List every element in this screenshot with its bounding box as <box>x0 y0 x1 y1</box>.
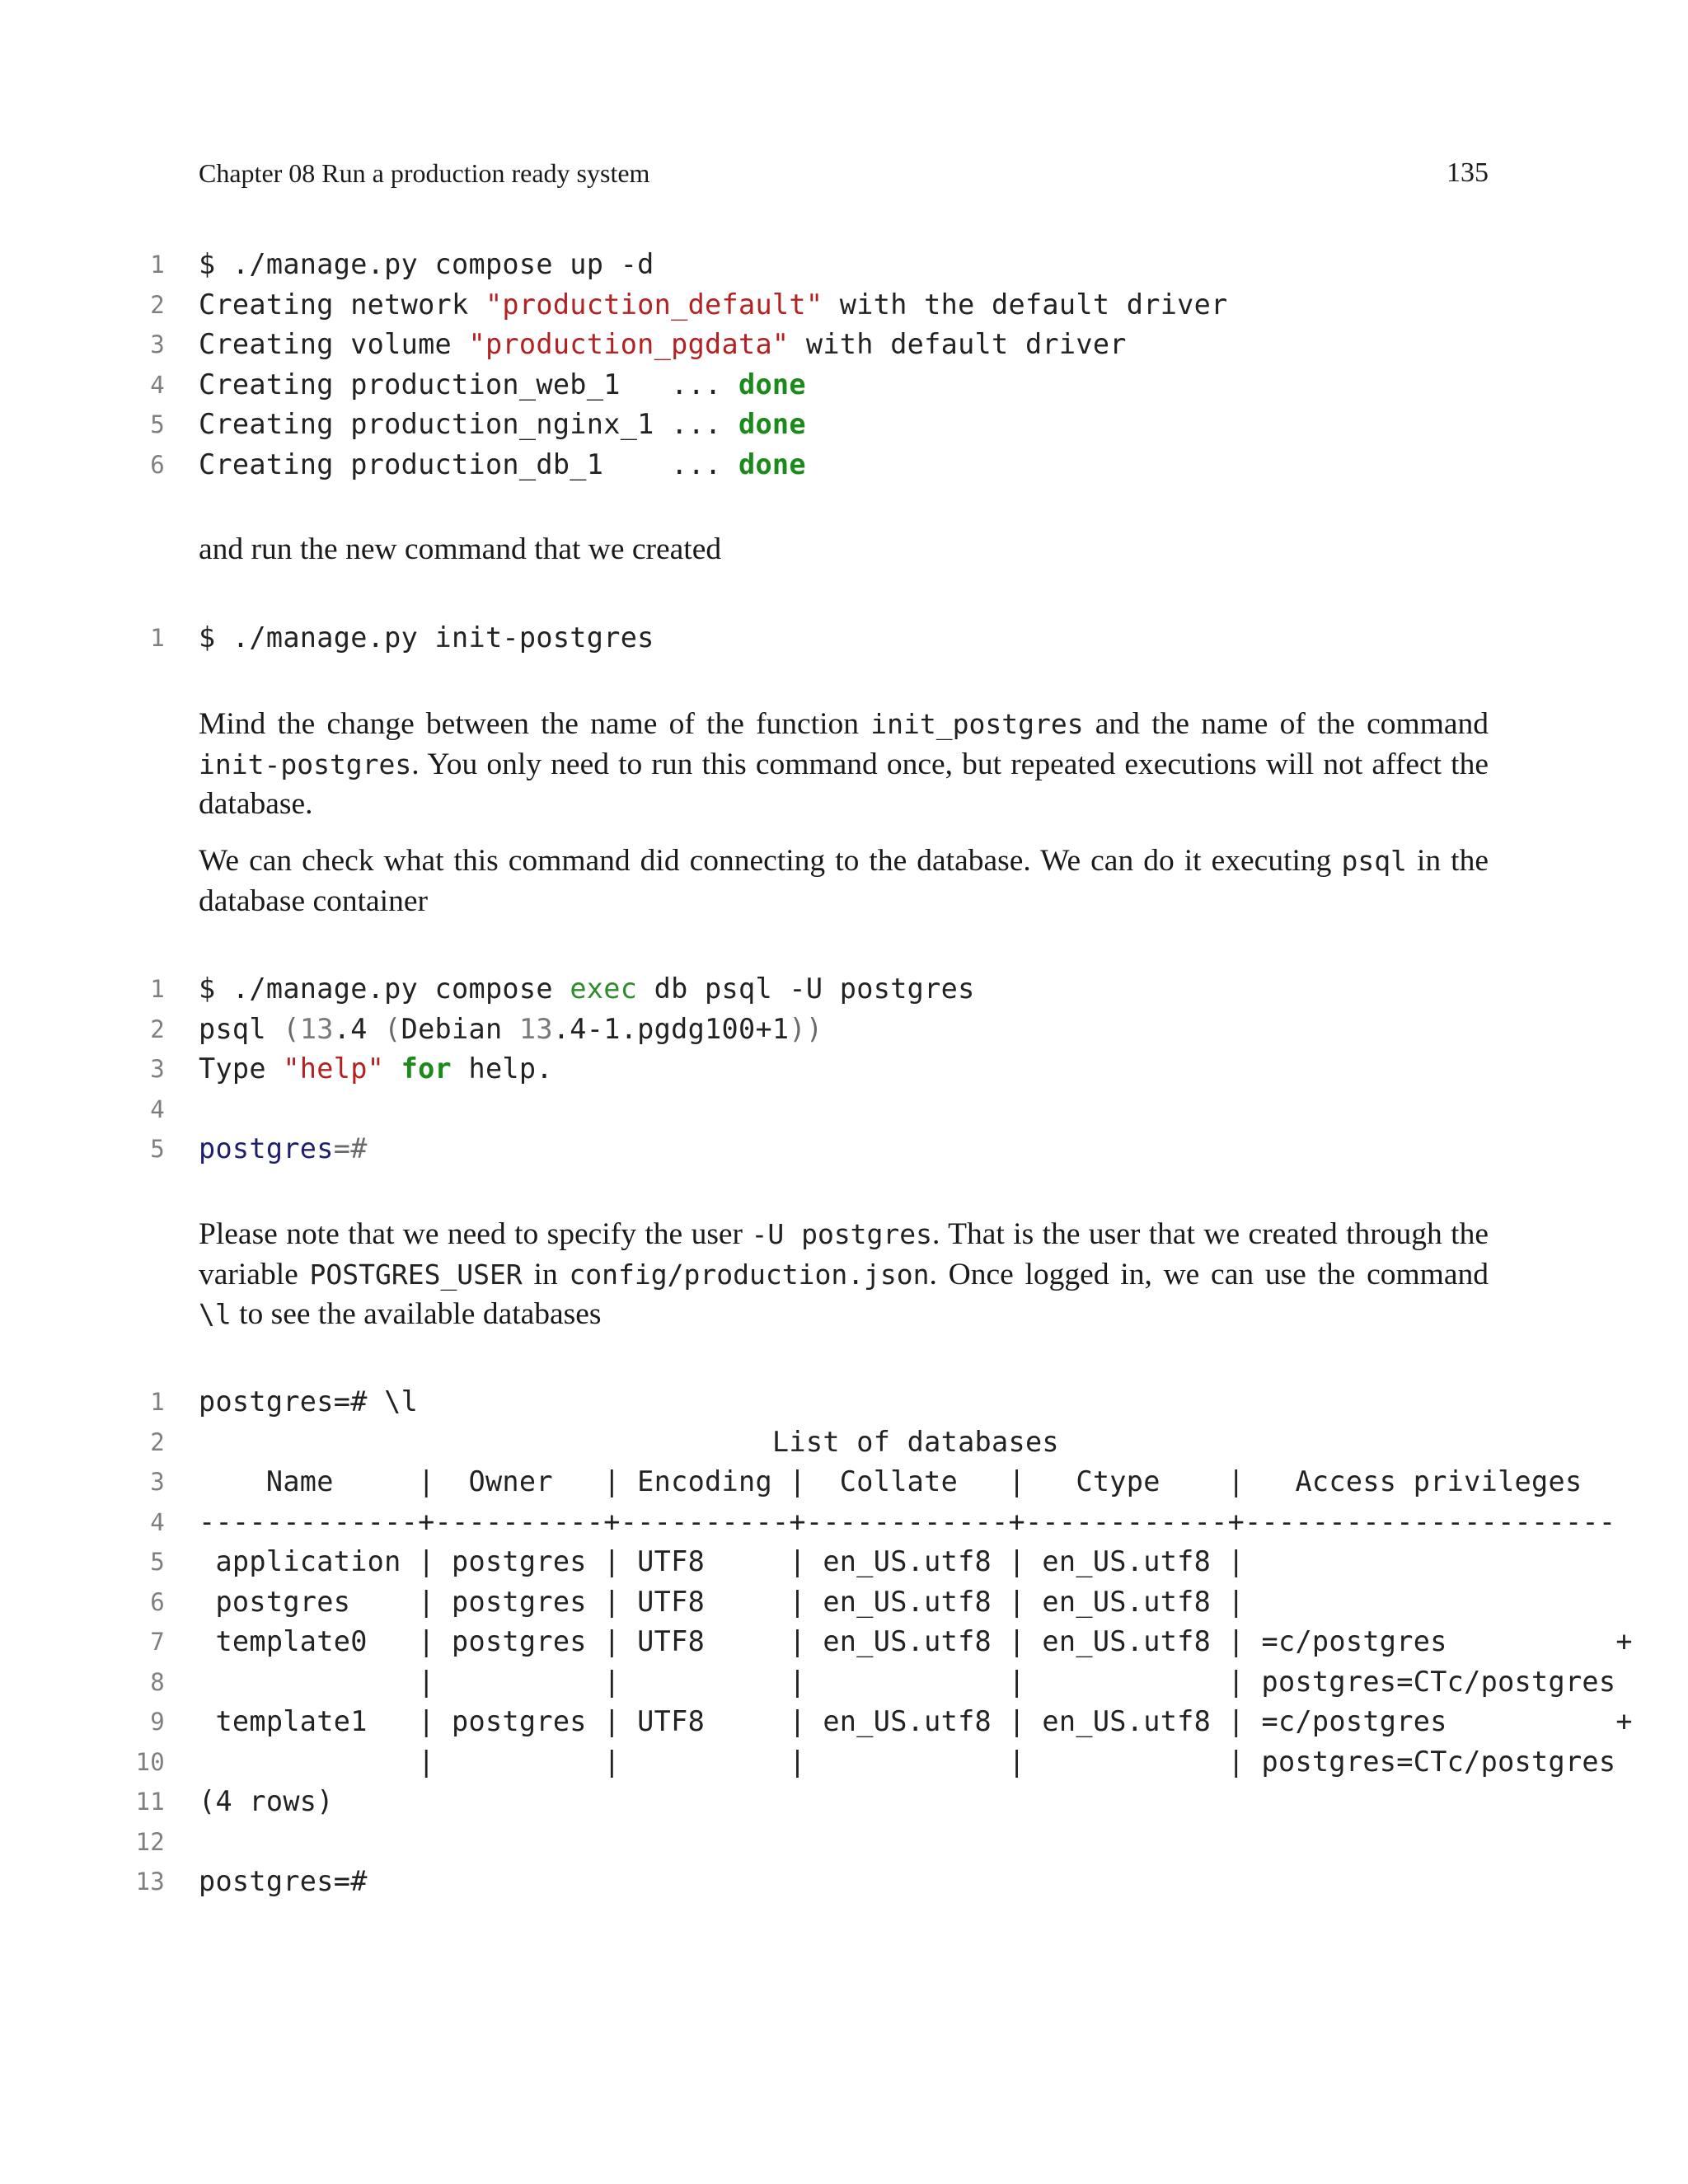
line-number: 3 <box>150 330 165 359</box>
code-token: .4 <box>333 1012 385 1045</box>
line-number: 10 <box>135 1747 165 1776</box>
line-number: 6 <box>150 1587 165 1616</box>
code-text <box>199 245 654 285</box>
code-token: =# <box>333 1132 368 1165</box>
code-text <box>199 1542 1245 1582</box>
code-text <box>199 405 806 445</box>
line-number: 9 <box>150 1708 165 1736</box>
code-token: psql <box>199 1012 284 1045</box>
code-text <box>199 365 806 405</box>
code-token: 13 <box>299 1012 334 1045</box>
code-text <box>199 1582 1245 1623</box>
code-text <box>199 285 1228 326</box>
inline-code: config/production.json <box>569 1258 930 1291</box>
code-text <box>199 1782 334 1822</box>
code-token: ( <box>384 1012 401 1045</box>
code-token <box>384 1052 401 1085</box>
inline-code: psql <box>1341 845 1407 877</box>
code-token: help. <box>452 1052 553 1085</box>
code-text <box>199 1662 1615 1703</box>
code-token: | | | | | postgres=CTc/postgres <box>199 1665 1616 1698</box>
inline-code: -U postgres <box>751 1218 933 1250</box>
code-token: Creating production_nginx_1 ... <box>199 408 738 440</box>
line-number: 2 <box>150 1427 165 1456</box>
inline-code: init-postgres <box>199 748 412 780</box>
code-text <box>199 1502 1615 1543</box>
code-token: exec <box>570 972 638 1005</box>
code-text <box>199 618 654 658</box>
line-number: 11 <box>135 1788 165 1816</box>
code-token: "production_pgdata" <box>468 328 790 360</box>
code-token: postgres <box>199 1132 334 1165</box>
line-number: 6 <box>150 450 165 479</box>
code-token: ( <box>283 1012 300 1045</box>
code-token: postgres=# <box>199 1865 368 1897</box>
code-token: .4-1.pgdg100+1 <box>552 1012 790 1045</box>
line-number: 3 <box>150 1055 165 1083</box>
code-text <box>199 1702 1633 1742</box>
line-number: 12 <box>135 1827 165 1856</box>
inline-code: init_postgres <box>870 708 1084 740</box>
line-number: 5 <box>150 1548 165 1576</box>
code-text <box>199 325 1127 365</box>
code-token: $ ./manage.py init-postgres <box>199 621 654 654</box>
line-number: 4 <box>150 1094 165 1123</box>
line-number: 2 <box>150 290 165 319</box>
code-token: (4 rows) <box>199 1785 334 1817</box>
code-token: done <box>738 448 806 480</box>
line-number: 7 <box>150 1628 165 1656</box>
code-token: $ ./manage.py compose <box>199 972 570 1005</box>
line-number: 8 <box>150 1667 165 1696</box>
code-token: done <box>738 368 806 401</box>
code-text <box>199 1382 418 1422</box>
code-token: List of databases <box>199 1425 1059 1458</box>
code-token: postgres | postgres | UTF8 | en_US.utf8 | en_US.utf8 | <box>199 1585 1245 1618</box>
code-token: template0 | postgres | UTF8 | en_US.utf8 | en_US.utf8 | =c/postgres + <box>199 1625 1633 1657</box>
page-number: 135 <box>1447 157 1489 188</box>
code-token: Creating volume <box>199 328 469 360</box>
code-token: db psql -U postgres <box>637 972 975 1005</box>
code-token: application | postgres | UTF8 | en_US.utf8 | en_US.utf8 | <box>199 1545 1245 1577</box>
code-token: | | | | | postgres=CTc/postgres <box>199 1745 1616 1778</box>
code-text <box>199 1129 368 1169</box>
line-number: 3 <box>150 1468 165 1496</box>
code-token: Creating production_db_1 ... <box>199 448 738 480</box>
line-number: 1 <box>150 624 165 652</box>
code-token: Name | Owner | Encoding | Collate | Ctype | Access privileges <box>199 1465 1582 1497</box>
line-number: 2 <box>150 1015 165 1043</box>
code-token: "production_default" <box>485 288 823 321</box>
code-text <box>199 1862 368 1902</box>
chapter-title: Chapter 08 Run a production ready system <box>199 158 650 188</box>
inline-code: POSTGRES_USER <box>309 1258 523 1291</box>
paragraph-check-command: We can check what this command did connecting to the database. We can do it executing psql in the database container <box>199 844 1489 918</box>
code-token: $ ./manage.py compose up -d <box>199 248 654 280</box>
code-token: Type <box>199 1052 284 1085</box>
code-text <box>199 1742 1615 1783</box>
line-number: 4 <box>150 1507 165 1536</box>
paragraph-note-user: Please note that we need to specify the user -U postgres. That is the user that we created through the variable POSTGRES_USER in config/production.json. Once logged in, we can use the command \l to see the available databases <box>199 1217 1489 1331</box>
code-token: 13 <box>518 1012 553 1045</box>
code-token: )) <box>789 1012 823 1045</box>
code-token: with the default driver <box>823 288 1228 321</box>
code-text <box>199 1622 1633 1662</box>
code-token: done <box>738 408 806 440</box>
code-token: Creating production_web_1 ... <box>199 368 738 401</box>
line-number: 4 <box>150 370 165 399</box>
code-token: postgres=# \l <box>199 1385 419 1418</box>
code-token: Creating network <box>199 288 485 321</box>
code-text <box>199 1462 1582 1502</box>
code-token: template1 | postgres | UTF8 | en_US.utf8 | en_US.utf8 | =c/postgres + <box>199 1705 1633 1737</box>
inline-code: \l <box>199 1298 232 1330</box>
line-number: 1 <box>150 251 165 279</box>
code-text <box>199 1049 553 1090</box>
line-number: 1 <box>150 1388 165 1416</box>
line-number: 5 <box>150 1135 165 1163</box>
code-token: with default driver <box>789 328 1127 360</box>
line-number: 13 <box>135 1868 165 1896</box>
code-token: -------------+----------+----------+------------+------------+---------------------- <box>199 1505 1616 1538</box>
paragraph-mind-change: Mind the change between the name of the function init_postgres and the name of the command init-postgres. You only need to run this command once, but repeated executions will not affect the database. <box>199 707 1489 821</box>
code-token: for <box>401 1052 452 1085</box>
code-text <box>199 445 806 485</box>
code-text <box>199 1010 823 1050</box>
line-number: 1 <box>150 975 165 1003</box>
code-text <box>199 969 975 1010</box>
code-text <box>199 1422 1059 1463</box>
code-token: "help" <box>283 1052 385 1085</box>
code-token: Debian <box>401 1012 519 1045</box>
paragraph-run-command: and run the new command that we created <box>199 532 722 566</box>
line-number: 5 <box>150 410 165 438</box>
